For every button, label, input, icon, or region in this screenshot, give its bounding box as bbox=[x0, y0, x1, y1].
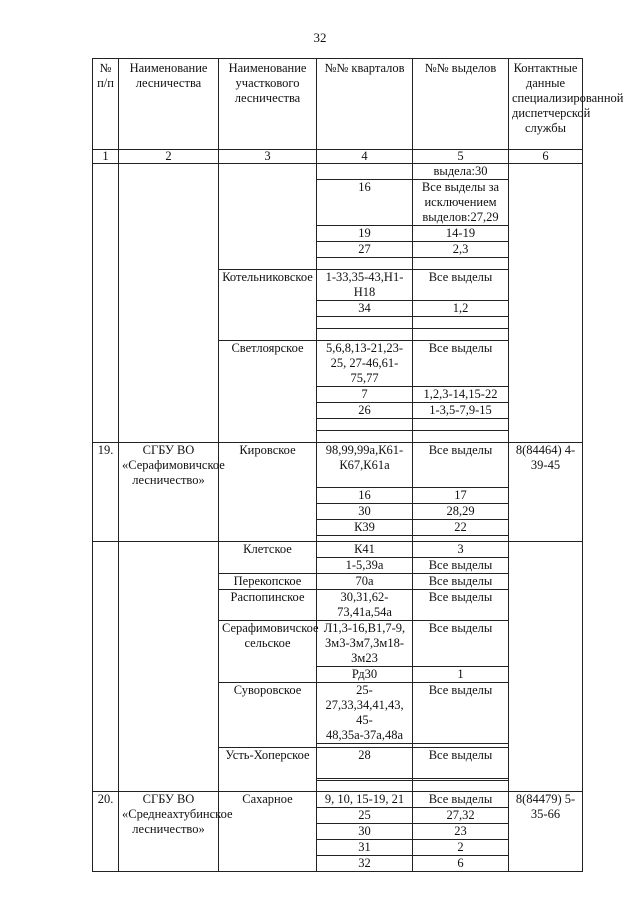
section-cell: Все выделы bbox=[413, 574, 509, 590]
subdistrict-name: Кировское bbox=[219, 443, 317, 542]
section-cell: 27,32 bbox=[413, 808, 509, 824]
quarter-cell: К41 bbox=[317, 542, 413, 558]
section-cell: Все выделы bbox=[413, 748, 509, 779]
section-cell bbox=[413, 781, 509, 792]
quarter-cell: 7 bbox=[317, 387, 413, 403]
subdistrict-name: Светлоярское bbox=[219, 341, 317, 443]
column-number-row bbox=[93, 150, 583, 164]
section-cell: 1 bbox=[413, 667, 509, 683]
section-cell bbox=[413, 431, 509, 443]
section-cell: 2,3 bbox=[413, 242, 509, 258]
quarter-cell: 27 bbox=[317, 242, 413, 258]
quarter-cell: 19 bbox=[317, 226, 413, 242]
quarter-cell: Рд30 bbox=[317, 667, 413, 683]
quarter-cell: 70а bbox=[317, 574, 413, 590]
column-number: 2 bbox=[119, 150, 219, 164]
quarter-cell bbox=[317, 419, 413, 431]
forestry-name: СГБУ ВО «Серафимовичское лесничество» bbox=[119, 443, 219, 542]
subdistrict-name: Суворовское bbox=[219, 683, 317, 748]
header-row bbox=[93, 59, 583, 150]
quarter-cell bbox=[317, 258, 413, 270]
subdistrict-name: Распопинское bbox=[219, 590, 317, 621]
section-cell: 14-19 bbox=[413, 226, 509, 242]
forestry-table bbox=[92, 58, 624, 872]
subdistrict-name: Сахарное bbox=[219, 792, 317, 872]
contact-cell bbox=[509, 164, 583, 443]
contact-cell bbox=[509, 542, 583, 792]
section-cell: Все выделы bbox=[413, 590, 509, 621]
quarter-cell bbox=[317, 317, 413, 329]
subdistrict-name: Усть-Хоперское bbox=[219, 748, 317, 792]
quarter-cell: 25-27,33,34,41,43, 45-48,35а-37а,48а bbox=[317, 683, 413, 744]
table-row bbox=[93, 542, 583, 558]
section-cell: 3 bbox=[413, 542, 509, 558]
section-cell: Все выделы bbox=[413, 558, 509, 574]
section-cell: 22 bbox=[413, 520, 509, 536]
forestry-name bbox=[119, 164, 219, 443]
row-number: 19. bbox=[93, 443, 119, 542]
section-cell: Все выделы bbox=[413, 621, 509, 667]
section-cell: Все выделы bbox=[413, 792, 509, 808]
column-number: 6 bbox=[509, 150, 583, 164]
table-row bbox=[93, 792, 583, 808]
section-cell: Все выделы bbox=[413, 683, 509, 744]
quarter-cell: 30,31,62-73,41а,54а bbox=[317, 590, 413, 621]
quarter-cell: 25 bbox=[317, 808, 413, 824]
header-cell: №№ выделов bbox=[413, 59, 509, 150]
row-number bbox=[93, 542, 119, 792]
section-cell: Все выделы за исключением выделов:27,29 bbox=[413, 180, 509, 226]
header-cell: № п/п bbox=[93, 59, 119, 150]
header-cell: №№ кварталов bbox=[317, 59, 413, 150]
table-row bbox=[93, 164, 583, 180]
contact-cell: 8(84479) 5-35-66 bbox=[509, 792, 583, 872]
section-cell bbox=[413, 329, 509, 341]
subdistrict-name: Котельниковское bbox=[219, 270, 317, 341]
header-cell: Наименование лесничества bbox=[119, 59, 219, 150]
quarter-cell: 1-33,35-43,Н1-Н18 bbox=[317, 270, 413, 301]
column-number: 1 bbox=[93, 150, 119, 164]
section-cell: выдела:30 bbox=[413, 164, 509, 180]
quarter-cell: 32 bbox=[317, 856, 413, 872]
section-cell: 2 bbox=[413, 840, 509, 856]
quarter-cell: 98,99,99а,К61-К67,К61а bbox=[317, 443, 413, 488]
header-cell: Наименование участкового лесничества bbox=[219, 59, 317, 150]
quarter-cell: 30 bbox=[317, 504, 413, 520]
section-cell bbox=[413, 317, 509, 329]
quarter-cell: 31 bbox=[317, 840, 413, 856]
section-cell bbox=[413, 419, 509, 431]
quarter-cell: К39 bbox=[317, 520, 413, 536]
row-number bbox=[93, 164, 119, 443]
quarter-cell: Л1,3-16,В1,7-9, Зм3-Зм7,Зм18-Зм23 bbox=[317, 621, 413, 667]
quarter-cell: 16 bbox=[317, 180, 413, 226]
subdistrict-name: Клетское bbox=[219, 542, 317, 574]
subdistrict-name: Перекопское bbox=[219, 574, 317, 590]
forestry-name bbox=[119, 542, 219, 792]
page-number: 32 bbox=[313, 30, 327, 45]
quarter-cell: 5,6,8,13-21,23-25, 27-46,61-75,77 bbox=[317, 341, 413, 387]
quarter-cell bbox=[317, 329, 413, 341]
quarter-cell: 34 bbox=[317, 301, 413, 317]
quarter-cell: 30 bbox=[317, 824, 413, 840]
quarter-cell bbox=[317, 164, 413, 180]
section-cell: 1,2 bbox=[413, 301, 509, 317]
quarter-cell: 28 bbox=[317, 748, 413, 779]
section-cell: Все выделы bbox=[413, 270, 509, 301]
quarter-cell: 9, 10, 15-19, 21 bbox=[317, 792, 413, 808]
quarter-cell: 26 bbox=[317, 403, 413, 419]
table-row bbox=[93, 443, 583, 488]
section-cell: Все выделы bbox=[413, 341, 509, 387]
section-cell: 17 bbox=[413, 488, 509, 504]
contact-cell: 8(84464) 4-39-45 bbox=[509, 443, 583, 542]
quarter-cell: 16 bbox=[317, 488, 413, 504]
column-number: 5 bbox=[413, 150, 509, 164]
forestry-name: СГБУ ВО «Среднеахтубинское лесничество» bbox=[119, 792, 219, 872]
column-number: 4 bbox=[317, 150, 413, 164]
subdistrict-name: Серафимовичское сельское bbox=[219, 621, 317, 683]
section-cell: 23 bbox=[413, 824, 509, 840]
section-cell: Все выделы bbox=[413, 443, 509, 488]
section-cell: 1,2,3-14,15-22 bbox=[413, 387, 509, 403]
quarter-cell: 1-5,39а bbox=[317, 558, 413, 574]
subdistrict-name bbox=[219, 164, 317, 270]
section-cell: 6 bbox=[413, 856, 509, 872]
quarter-cell bbox=[317, 781, 413, 792]
row-number: 20. bbox=[93, 792, 119, 872]
section-cell: 28,29 bbox=[413, 504, 509, 520]
quarter-cell bbox=[317, 431, 413, 443]
section-cell bbox=[413, 258, 509, 270]
section-cell: 1-3,5-7,9-15 bbox=[413, 403, 509, 419]
column-number: 3 bbox=[219, 150, 317, 164]
header-cell: Контактные данные специализированной диспетчерской службы bbox=[509, 59, 583, 150]
